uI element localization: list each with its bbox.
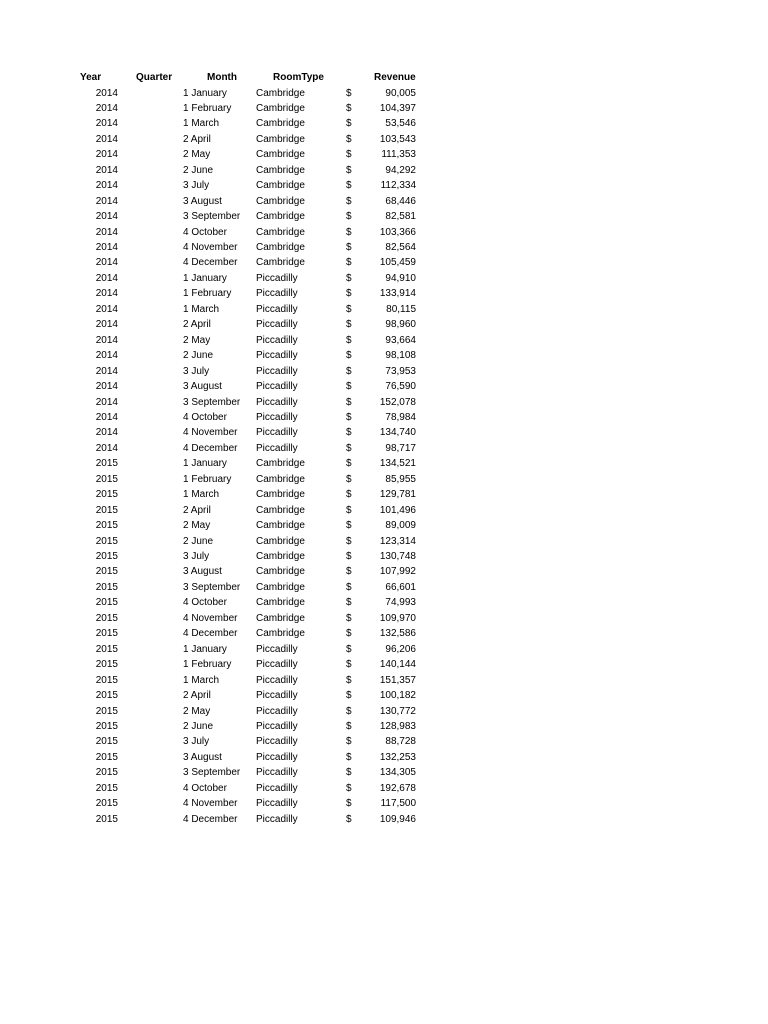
revenue-cell: 90,005 xyxy=(385,87,416,99)
table-row xyxy=(0,595,768,610)
roomtype-cell: Cambridge xyxy=(256,551,305,562)
roomtype-cell: Piccadilly xyxy=(256,381,298,393)
revenue-cell: 132,253 xyxy=(379,751,416,763)
currency-symbol: $ xyxy=(346,102,352,114)
currency-symbol: $ xyxy=(346,690,352,702)
table-row xyxy=(0,410,768,425)
quarter-month-cell: 1 January xyxy=(183,643,227,655)
currency-symbol: $ xyxy=(346,535,352,547)
year-cell: 2015 xyxy=(95,720,118,732)
currency-symbol: $ xyxy=(346,87,352,99)
currency-symbol: $ xyxy=(346,272,352,284)
year-cell: 2014 xyxy=(95,211,118,223)
revenue-cell: 123,314 xyxy=(379,535,416,547)
roomtype-cell: Cambridge xyxy=(256,211,305,223)
currency-symbol: $ xyxy=(346,365,352,377)
roomtype-cell: Piccadilly xyxy=(256,813,298,825)
year-cell: 2015 xyxy=(95,643,118,655)
revenue-cell: 103,543 xyxy=(379,133,416,145)
currency-symbol: $ xyxy=(346,612,352,624)
revenue-cell: 103,366 xyxy=(379,226,416,238)
roomtype-cell: Piccadilly xyxy=(256,659,298,671)
quarter-month-cell: 4 December xyxy=(183,628,238,640)
revenue-cell: 101,496 xyxy=(379,504,416,516)
table-row xyxy=(0,132,768,147)
quarter-month-cell: 2 May xyxy=(183,334,211,346)
currency-symbol: $ xyxy=(346,350,352,362)
year-cell: 2014 xyxy=(95,242,118,253)
revenue-cell: 96,206 xyxy=(385,643,416,655)
year-cell: 2015 xyxy=(95,767,118,779)
table-row xyxy=(0,503,768,518)
table-row xyxy=(0,549,768,564)
currency-symbol: $ xyxy=(346,597,352,609)
quarter-month-cell: 4 December xyxy=(183,257,238,269)
year-cell: 2015 xyxy=(95,535,118,547)
header-quarter: Quarter xyxy=(136,72,173,83)
roomtype-cell: Piccadilly xyxy=(256,334,298,346)
roomtype-cell: Cambridge xyxy=(256,242,305,253)
currency-symbol: $ xyxy=(346,705,352,717)
quarter-month-cell: 2 June xyxy=(183,720,214,732)
year-cell: 2015 xyxy=(95,566,118,578)
currency-symbol: $ xyxy=(346,473,352,485)
table-row xyxy=(0,194,768,209)
quarter-month-cell: 2 June xyxy=(183,350,214,362)
roomtype-cell: Piccadilly xyxy=(256,736,298,748)
year-cell: 2015 xyxy=(95,612,118,624)
quarter-month-cell: 3 August xyxy=(183,751,222,763)
revenue-cell: 74,993 xyxy=(385,597,416,609)
revenue-cell: 133,914 xyxy=(379,288,416,300)
quarter-month-cell: 4 November xyxy=(183,798,238,810)
currency-symbol: $ xyxy=(346,442,352,454)
quarter-month-cell: 2 April xyxy=(183,133,211,145)
quarter-month-cell: 3 September xyxy=(183,211,241,223)
table-row xyxy=(0,116,768,131)
year-cell: 2015 xyxy=(95,736,118,748)
revenue-cell: 129,781 xyxy=(379,489,416,501)
roomtype-cell: Cambridge xyxy=(256,473,305,485)
quarter-month-cell: 2 June xyxy=(183,164,214,176)
currency-symbol: $ xyxy=(346,736,352,748)
quarter-month-cell: 3 July xyxy=(183,551,210,562)
currency-symbol: $ xyxy=(346,767,352,779)
roomtype-cell: Piccadilly xyxy=(256,396,298,408)
table-row xyxy=(0,317,768,332)
year-cell: 2014 xyxy=(95,427,118,439)
roomtype-cell: Cambridge xyxy=(256,520,305,532)
currency-symbol: $ xyxy=(346,674,352,686)
year-cell: 2014 xyxy=(95,411,118,423)
quarter-month-cell: 4 November xyxy=(183,242,238,253)
table-row xyxy=(0,271,768,286)
table-row xyxy=(0,765,768,780)
quarter-month-cell: 2 April xyxy=(183,319,211,331)
year-cell: 2015 xyxy=(95,751,118,763)
currency-symbol: $ xyxy=(346,242,352,253)
table-row xyxy=(0,255,768,270)
currency-symbol: $ xyxy=(346,118,352,130)
revenue-cell: 68,446 xyxy=(385,195,416,207)
table-row xyxy=(0,642,768,657)
revenue-cell: 132,586 xyxy=(379,628,416,640)
revenue-cell: 85,955 xyxy=(385,473,416,485)
quarter-month-cell: 2 June xyxy=(183,535,214,547)
table-row xyxy=(0,456,768,471)
year-cell: 2015 xyxy=(95,473,118,485)
roomtype-cell: Piccadilly xyxy=(256,720,298,732)
year-cell: 2015 xyxy=(95,581,118,593)
table-row xyxy=(0,395,768,410)
roomtype-cell: Cambridge xyxy=(256,133,305,145)
roomtype-cell: Cambridge xyxy=(256,226,305,238)
roomtype-cell: Cambridge xyxy=(256,489,305,501)
currency-symbol: $ xyxy=(346,411,352,423)
quarter-month-cell: 3 July xyxy=(183,180,210,192)
revenue-cell: 94,292 xyxy=(385,164,416,176)
quarter-month-cell: 1 February xyxy=(183,659,232,671)
roomtype-cell: Cambridge xyxy=(256,102,305,114)
year-cell: 2014 xyxy=(95,87,118,99)
quarter-month-cell: 4 December xyxy=(183,813,238,825)
currency-symbol: $ xyxy=(346,319,352,331)
roomtype-cell: Cambridge xyxy=(256,612,305,624)
roomtype-cell: Cambridge xyxy=(256,118,305,130)
quarter-month-cell: 4 October xyxy=(183,226,227,238)
revenue-cell: 117,500 xyxy=(380,798,416,810)
roomtype-cell: Piccadilly xyxy=(256,798,298,810)
currency-symbol: $ xyxy=(346,195,352,207)
quarter-month-cell: 3 July xyxy=(183,365,210,377)
roomtype-cell: Cambridge xyxy=(256,87,305,99)
roomtype-cell: Piccadilly xyxy=(256,751,298,763)
roomtype-cell: Piccadilly xyxy=(256,319,298,331)
table-row xyxy=(0,333,768,348)
currency-symbol: $ xyxy=(346,551,352,562)
roomtype-cell: Piccadilly xyxy=(256,690,298,702)
currency-symbol: $ xyxy=(346,813,352,825)
revenue-cell: 78,984 xyxy=(385,411,416,423)
revenue-cell: 98,960 xyxy=(385,319,416,331)
table-row xyxy=(0,209,768,224)
revenue-cell: 98,717 xyxy=(385,442,416,454)
currency-symbol: $ xyxy=(346,381,352,393)
revenue-cell: 134,305 xyxy=(379,767,416,779)
revenue-cell: 130,748 xyxy=(379,551,416,562)
table-row xyxy=(0,178,768,193)
currency-symbol: $ xyxy=(346,226,352,238)
table-row xyxy=(0,441,768,456)
year-cell: 2014 xyxy=(95,102,118,114)
roomtype-cell: Cambridge xyxy=(256,566,305,578)
revenue-cell: 152,078 xyxy=(379,396,416,408)
currency-symbol: $ xyxy=(346,396,352,408)
revenue-cell: 192,678 xyxy=(379,782,416,794)
quarter-month-cell: 1 March xyxy=(183,674,220,686)
currency-symbol: $ xyxy=(346,751,352,763)
revenue-cell: 82,581 xyxy=(385,211,416,223)
roomtype-cell: Piccadilly xyxy=(256,411,298,423)
table-row xyxy=(0,472,768,487)
table-row xyxy=(0,626,768,641)
table-row xyxy=(0,518,768,533)
revenue-cell: 66,601 xyxy=(385,581,416,593)
table-row xyxy=(0,580,768,595)
year-cell: 2015 xyxy=(95,705,118,717)
quarter-month-cell: 3 July xyxy=(183,736,210,748)
year-cell: 2014 xyxy=(95,334,118,346)
roomtype-cell: Piccadilly xyxy=(256,782,298,794)
quarter-month-cell: 2 April xyxy=(183,504,211,516)
roomtype-cell: Cambridge xyxy=(256,628,305,640)
revenue-cell: 111,353 xyxy=(381,149,416,161)
currency-symbol: $ xyxy=(346,659,352,671)
roomtype-cell: Cambridge xyxy=(256,597,305,609)
quarter-month-cell: 4 October xyxy=(183,411,227,423)
revenue-cell: 98,108 xyxy=(385,350,416,362)
table-row xyxy=(0,348,768,363)
quarter-month-cell: 3 September xyxy=(183,767,241,779)
revenue-cell: 89,009 xyxy=(385,520,416,532)
year-cell: 2014 xyxy=(95,319,118,331)
header-revenue: Revenue xyxy=(374,72,416,83)
year-cell: 2015 xyxy=(95,690,118,702)
quarter-month-cell: 1 February xyxy=(183,473,232,485)
quarter-month-cell: 1 March xyxy=(183,118,220,130)
quarter-month-cell: 3 August xyxy=(183,195,222,207)
roomtype-cell: Piccadilly xyxy=(256,767,298,779)
table-row xyxy=(0,564,768,579)
roomtype-cell: Cambridge xyxy=(256,149,305,161)
revenue-cell: 134,740 xyxy=(379,427,416,439)
quarter-month-cell: 4 November xyxy=(183,612,238,624)
table-row xyxy=(0,101,768,116)
year-cell: 2015 xyxy=(95,489,118,501)
year-cell: 2015 xyxy=(95,551,118,562)
table-row xyxy=(0,657,768,672)
revenue-cell: 134,521 xyxy=(379,458,416,470)
table-row xyxy=(0,86,768,101)
year-cell: 2014 xyxy=(95,396,118,408)
quarter-month-cell: 4 November xyxy=(183,427,238,439)
table-header xyxy=(0,70,768,85)
roomtype-cell: Piccadilly xyxy=(256,674,298,686)
currency-symbol: $ xyxy=(346,334,352,346)
roomtype-cell: Piccadilly xyxy=(256,365,298,377)
currency-symbol: $ xyxy=(346,798,352,810)
revenue-cell: 82,564 xyxy=(385,242,416,253)
quarter-month-cell: 2 May xyxy=(183,520,211,532)
currency-symbol: $ xyxy=(346,566,352,578)
year-cell: 2015 xyxy=(95,458,118,470)
header-month: Month xyxy=(207,72,237,83)
currency-symbol: $ xyxy=(346,180,352,192)
currency-symbol: $ xyxy=(346,427,352,439)
currency-symbol: $ xyxy=(346,149,352,161)
header-year: Year xyxy=(80,72,102,83)
roomtype-cell: Cambridge xyxy=(256,458,305,470)
table-row xyxy=(0,734,768,749)
roomtype-cell: Cambridge xyxy=(256,257,305,269)
currency-symbol: $ xyxy=(346,164,352,176)
year-cell: 2014 xyxy=(95,303,118,315)
currency-symbol: $ xyxy=(346,303,352,315)
quarter-month-cell: 3 August xyxy=(183,566,222,578)
quarter-month-cell: 2 May xyxy=(183,149,211,161)
revenue-cell: 140,144 xyxy=(379,659,416,671)
year-cell: 2015 xyxy=(95,504,118,516)
quarter-month-cell: 2 April xyxy=(183,690,211,702)
quarter-month-cell: 1 January xyxy=(183,458,227,470)
year-cell: 2014 xyxy=(95,164,118,176)
currency-symbol: $ xyxy=(346,782,352,794)
revenue-cell: 105,459 xyxy=(379,257,416,269)
roomtype-cell: Piccadilly xyxy=(256,303,298,315)
currency-symbol: $ xyxy=(346,628,352,640)
revenue-cell: 109,946 xyxy=(379,813,416,825)
currency-symbol: $ xyxy=(346,720,352,732)
year-cell: 2015 xyxy=(95,674,118,686)
year-cell: 2015 xyxy=(95,520,118,532)
quarter-month-cell: 3 August xyxy=(183,381,222,393)
quarter-month-cell: 1 February xyxy=(183,288,232,300)
currency-symbol: $ xyxy=(346,257,352,269)
year-cell: 2014 xyxy=(95,180,118,192)
table-row xyxy=(0,719,768,734)
quarter-month-cell: 1 March xyxy=(183,489,220,501)
roomtype-cell: Piccadilly xyxy=(256,288,298,300)
quarter-month-cell: 1 February xyxy=(183,102,232,114)
roomtype-cell: Piccadilly xyxy=(256,705,298,717)
year-cell: 2015 xyxy=(95,798,118,810)
year-cell: 2014 xyxy=(95,272,118,284)
revenue-cell: 76,590 xyxy=(385,381,416,393)
table-row xyxy=(0,796,768,811)
revenue-cell: 109,970 xyxy=(379,612,416,624)
year-cell: 2014 xyxy=(95,118,118,130)
year-cell: 2015 xyxy=(95,659,118,671)
year-cell: 2015 xyxy=(95,597,118,609)
table-row xyxy=(0,286,768,301)
roomtype-cell: Cambridge xyxy=(256,504,305,516)
quarter-month-cell: 1 January xyxy=(183,87,227,99)
revenue-cell: 94,910 xyxy=(385,272,416,284)
currency-symbol: $ xyxy=(346,504,352,516)
roomtype-cell: Piccadilly xyxy=(256,272,298,284)
table-row xyxy=(0,704,768,719)
roomtype-cell: Cambridge xyxy=(256,164,305,176)
header-roomtype: RoomType xyxy=(273,72,324,83)
table-row xyxy=(0,534,768,549)
table-row xyxy=(0,379,768,394)
quarter-month-cell: 3 September xyxy=(183,396,241,408)
quarter-month-cell: 4 December xyxy=(183,442,238,454)
roomtype-cell: Cambridge xyxy=(256,581,305,593)
table-row xyxy=(0,425,768,440)
table-row xyxy=(0,611,768,626)
table-row xyxy=(0,302,768,317)
table-row xyxy=(0,673,768,688)
quarter-month-cell: 4 October xyxy=(183,782,227,794)
table-row xyxy=(0,487,768,502)
roomtype-cell: Piccadilly xyxy=(256,427,298,439)
currency-symbol: $ xyxy=(346,288,352,300)
year-cell: 2014 xyxy=(95,442,118,454)
currency-symbol: $ xyxy=(346,458,352,470)
quarter-month-cell: 2 May xyxy=(183,705,211,717)
currency-symbol: $ xyxy=(346,211,352,223)
currency-symbol: $ xyxy=(346,489,352,501)
revenue-cell: 130,772 xyxy=(379,705,416,717)
year-cell: 2015 xyxy=(95,628,118,640)
table-row xyxy=(0,163,768,178)
currency-symbol: $ xyxy=(346,133,352,145)
table-row xyxy=(0,225,768,240)
table-row xyxy=(0,240,768,255)
revenue-cell: 93,664 xyxy=(385,334,416,346)
revenue-cell: 104,397 xyxy=(379,102,416,114)
roomtype-cell: Cambridge xyxy=(256,195,305,207)
roomtype-cell: Cambridge xyxy=(256,535,305,547)
quarter-month-cell: 1 January xyxy=(183,272,227,284)
roomtype-cell: Piccadilly xyxy=(256,643,298,655)
revenue-cell: 80,115 xyxy=(386,303,416,315)
year-cell: 2014 xyxy=(95,381,118,393)
year-cell: 2014 xyxy=(95,257,118,269)
year-cell: 2014 xyxy=(95,133,118,145)
revenue-cell: 73,953 xyxy=(385,365,416,377)
year-cell: 2014 xyxy=(95,350,118,362)
quarter-month-cell: 3 September xyxy=(183,581,241,593)
table-row xyxy=(0,688,768,703)
revenue-cell: 107,992 xyxy=(379,566,416,578)
table-row xyxy=(0,147,768,162)
currency-symbol: $ xyxy=(346,643,352,655)
table-row xyxy=(0,781,768,796)
roomtype-cell: Cambridge xyxy=(256,180,305,192)
revenue-cell: 100,182 xyxy=(379,690,416,702)
quarter-month-cell: 4 October xyxy=(183,597,227,609)
roomtype-cell: Piccadilly xyxy=(256,350,298,362)
revenue-cell: 88,728 xyxy=(385,736,416,748)
year-cell: 2014 xyxy=(95,365,118,377)
revenue-cell: 151,357 xyxy=(379,674,416,686)
revenue-cell: 112,334 xyxy=(380,180,416,192)
table-row xyxy=(0,750,768,765)
year-cell: 2014 xyxy=(95,195,118,207)
year-cell: 2015 xyxy=(95,782,118,794)
year-cell: 2015 xyxy=(95,813,118,825)
year-cell: 2014 xyxy=(95,226,118,238)
quarter-month-cell: 1 March xyxy=(183,303,220,315)
currency-symbol: $ xyxy=(346,581,352,593)
revenue-cell: 128,983 xyxy=(379,720,416,732)
year-cell: 2014 xyxy=(95,288,118,300)
table-row xyxy=(0,364,768,379)
table-row xyxy=(0,812,768,827)
currency-symbol: $ xyxy=(346,520,352,532)
year-cell: 2014 xyxy=(95,149,118,161)
revenue-cell: 53,546 xyxy=(385,118,416,130)
roomtype-cell: Piccadilly xyxy=(256,442,298,454)
